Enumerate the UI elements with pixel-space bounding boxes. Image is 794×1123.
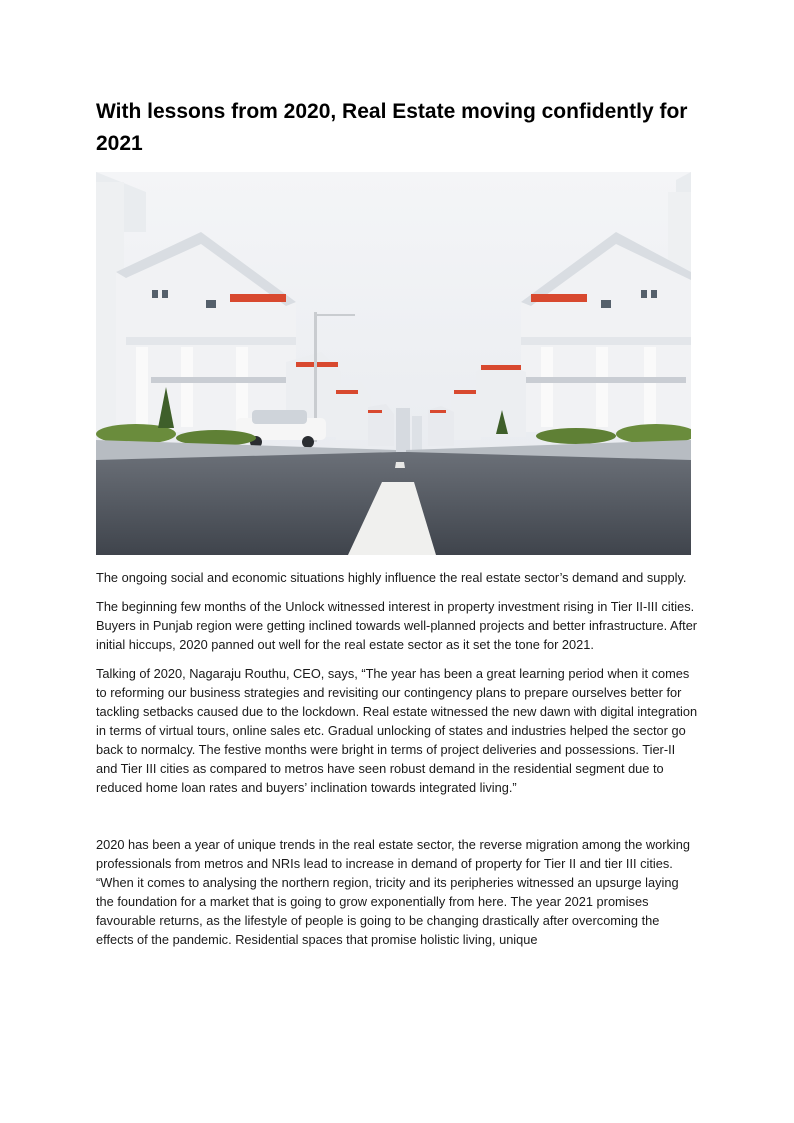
paragraph: 2020 has been a year of unique trends in the real estate sector, the reverse migration among the working professionals from metros and NRIs lead to increase in demand of property for Tier II and tier III cities. “When it comes to analysing the northern region, tricity and its peripheries witnessed an upsurge laying the foundation for a market that is going to grow exponentially from here. The year 2021 promises favourable returns, as the lifestyle of people is going to be changing drastically after overcoming the effects of the pandemic. Residential spaces that promise holistic living, unique <box>96 837 690 947</box>
article-title: With lessons from 2020, Real Estate moving confidently for 2021 <box>96 100 688 155</box>
document-page <box>96 96 696 160</box>
paragraph: The beginning few months of the Unlock witnessed interest in property investment rising in Tier II-III cities. Buyers in Punjab region were getting inclined towards well-planned projects and better infrastructure. After initial hiccups, 2020 panned out well for the real estate sector as it set the tone for 2021. <box>96 599 698 652</box>
article-photo <box>96 172 691 555</box>
paragraph: The ongoing social and economic situations highly influence the real estate sector’s demand and supply. <box>96 570 687 585</box>
article-body <box>96 568 698 959</box>
paragraph: Talking of 2020, Nagaraju Routhu, CEO, says, “The year has been a great learning period when it comes to reforming our business strategies and revisiting our contingency plans to prepare ourselves better for tackling setbacks caused due to the lockdown. Real estate witnessed the new dawn with digital integration in terms of virtual tours, online sales etc. Gradual unlocking of states and industries helped the sector go back to normalcy. The festive months were bright in terms of project deliveries and possessions. Tier-II and Tier III cities as compared to metros have seen robust demand in the residential segment due to reduced home loan rates and buyers’ inclination towards integrated living.” <box>96 666 698 795</box>
